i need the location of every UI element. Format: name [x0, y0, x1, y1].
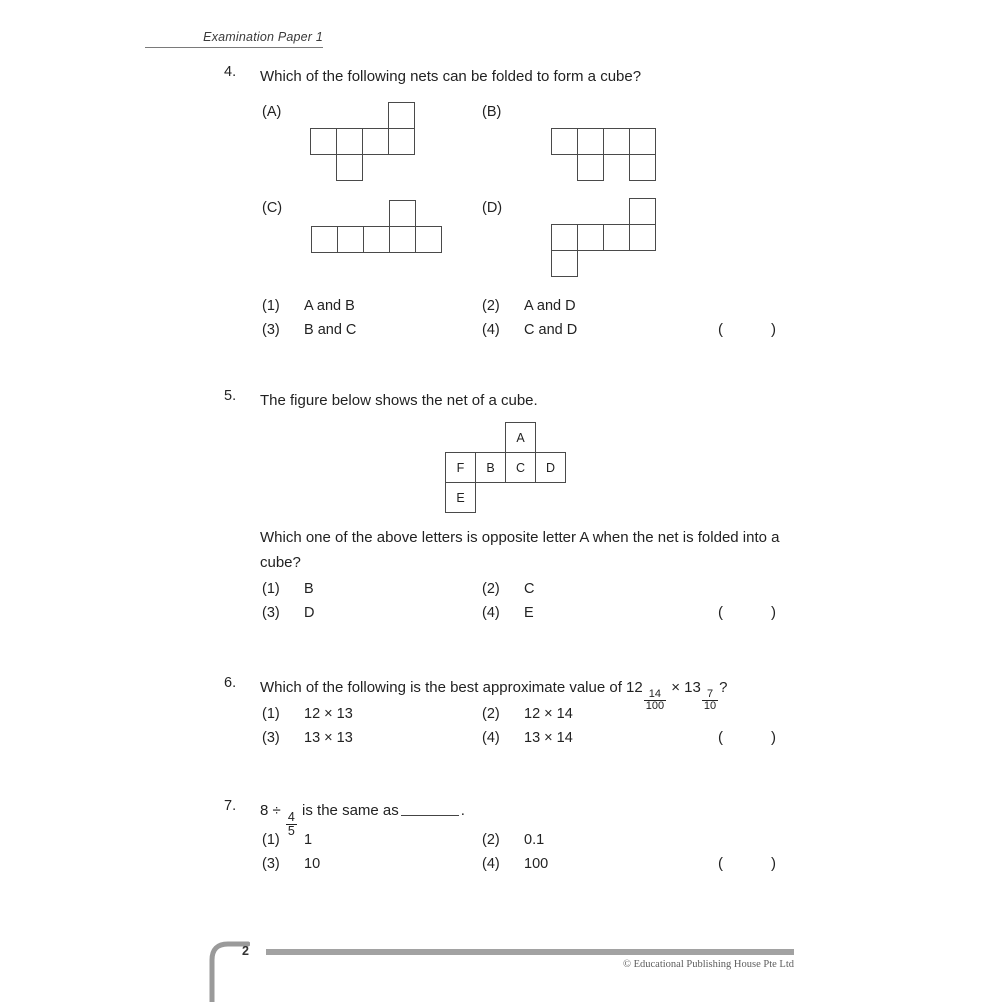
- question-4-stem: Which of the following nets can be folded to form a cube?: [260, 68, 642, 85]
- question-6-option-4[interactable]: [482, 730, 573, 746]
- question-6-answer-bracket[interactable]: [718, 729, 776, 746]
- question-5-option-1[interactable]: [262, 581, 314, 597]
- question-7-option-3[interactable]: [262, 856, 320, 872]
- net-c-cell-row-1: [311, 226, 338, 253]
- question-6-option-4-text: 13 × 14: [524, 730, 573, 746]
- question-6-option-2[interactable]: [482, 706, 573, 722]
- question-5-answer-bracket[interactable]: [718, 604, 776, 621]
- bracket-close: ): [771, 729, 776, 746]
- question-5-number: 5.: [224, 388, 237, 404]
- net-a-cell-mid-2: [336, 128, 363, 155]
- question-4-answer-bracket[interactable]: [718, 321, 776, 338]
- question-5-option-3-text: D: [304, 605, 315, 621]
- question-7-stem-mid: is the same as: [302, 802, 399, 819]
- page-number: 2: [242, 944, 249, 958]
- question-6-stem-mid: × 13: [671, 679, 701, 696]
- header-rule: [145, 47, 323, 48]
- question-6-fraction-2: [702, 689, 718, 713]
- question-7-option-2[interactable]: [482, 832, 544, 848]
- bracket-close: ): [771, 855, 776, 872]
- question-6-option-2-label: (2): [482, 706, 500, 722]
- net-cell-a: [505, 422, 536, 453]
- net-cell-e: [445, 482, 476, 513]
- net-d-cell-mid-3: [603, 224, 630, 251]
- question-7-stem-post: .: [460, 802, 465, 819]
- footer-bar: [266, 949, 794, 955]
- question-6-option-2-text: 12 × 14: [524, 706, 573, 722]
- question-6-option-1-label: (1): [262, 706, 280, 722]
- question-4-option-1-text: A and B: [304, 298, 355, 314]
- question-5-option-3-label: (3): [262, 605, 280, 621]
- header-title: Examination Paper 1: [203, 30, 323, 44]
- question-6-option-3-label: (3): [262, 730, 280, 746]
- answer-blank-line[interactable]: [401, 815, 459, 816]
- fraction-denominator: 10: [703, 700, 717, 713]
- fraction-numerator: 14: [648, 687, 662, 700]
- footer-credit: © Educational Publishing House Pte Ltd: [622, 959, 794, 970]
- question-4-option-2-label: (2): [482, 298, 500, 314]
- fraction-numerator: 7: [706, 687, 714, 700]
- question-5-option-4[interactable]: [482, 605, 534, 621]
- question-7-option-4[interactable]: [482, 856, 548, 872]
- net-a-cell-mid-3: [362, 128, 389, 155]
- question-4-option-3-label: (3): [262, 322, 280, 338]
- net-label-d: (D): [482, 200, 503, 216]
- question-6-fraction-1: [644, 689, 666, 713]
- net-cell-c: [505, 452, 536, 483]
- question-5-option-3[interactable]: [262, 605, 314, 621]
- question-4-option-4-text: C and D: [524, 322, 578, 338]
- question-4-option-2-text: A and D: [524, 298, 576, 314]
- question-5-option-4-label: (4): [482, 605, 500, 621]
- net-cell-f: [445, 452, 476, 483]
- net-cell-a-letter: A: [516, 430, 525, 445]
- question-6-option-1[interactable]: [262, 706, 353, 722]
- net-d-cell-bottom: [551, 250, 578, 277]
- question-5-stem-2: Which one of the above letters is opposite letter A when the net is folded into a cube?: [260, 529, 780, 571]
- question-6-stem-post: ?: [719, 679, 728, 696]
- question-5-option-2-label: (2): [482, 581, 500, 597]
- question-5-option-2[interactable]: [482, 581, 534, 597]
- question-7-option-3-text: 10: [304, 856, 321, 872]
- question-7-option-1[interactable]: [262, 832, 312, 848]
- question-4-option-2[interactable]: [482, 298, 576, 314]
- question-7-option-2-text: 0.1: [524, 832, 545, 848]
- net-cell-e-letter: E: [456, 490, 465, 505]
- net-a-cell-mid-4: [388, 128, 415, 155]
- net-c-cell-top: [389, 200, 416, 227]
- net-d-cell-top: [629, 198, 656, 225]
- bracket-open: (: [718, 321, 723, 338]
- net-b-cell-bottom-1: [577, 154, 604, 181]
- question-5-option-4-text: E: [524, 605, 534, 621]
- fraction-denominator: 5: [287, 824, 295, 839]
- net-b-cell-top-4: [629, 128, 656, 155]
- question-6-option-4-label: (4): [482, 730, 500, 746]
- question-7-option-4-label: (4): [482, 856, 500, 872]
- question-7-option-2-label: (2): [482, 832, 500, 848]
- question-6-option-3[interactable]: [262, 730, 353, 746]
- net-b-cell-top-2: [577, 128, 604, 155]
- net-d-cell-mid-1: [551, 224, 578, 251]
- question-5-option-2-text: C: [524, 581, 535, 597]
- net-cell-c-letter: C: [515, 460, 526, 475]
- question-5-option-1-text: B: [304, 581, 314, 597]
- question-7-option-1-label: (1): [262, 832, 280, 848]
- net-label-c: (C): [262, 200, 283, 216]
- net-label-a: (A): [262, 104, 282, 120]
- question-7-stem-pre: 8 ÷: [260, 802, 281, 819]
- question-4-option-1[interactable]: [262, 298, 355, 314]
- question-7-option-1-text: 1: [304, 832, 313, 848]
- question-5-option-1-label: (1): [262, 581, 280, 597]
- question-7-number: 7.: [224, 798, 237, 814]
- bracket-close: ): [771, 604, 776, 621]
- bracket-close: ): [771, 321, 776, 338]
- net-a-cell-bottom: [336, 154, 363, 181]
- net-b-cell-bottom-2: [629, 154, 656, 181]
- page-header: [145, 30, 325, 48]
- question-4-option-3-text: B and C: [304, 322, 357, 338]
- net-label-b: (B): [482, 104, 502, 120]
- question-7-answer-bracket[interactable]: [718, 855, 776, 872]
- net-a-cell-top: [388, 102, 415, 129]
- question-4-number: 4.: [224, 64, 237, 80]
- net-d-cell-mid-4: [629, 224, 656, 251]
- net-c-cell-row-5: [415, 226, 442, 253]
- bracket-open: (: [718, 855, 723, 872]
- question-6-number: 6.: [224, 675, 237, 691]
- net-c-cell-row-2: [337, 226, 364, 253]
- net-a-cell-mid-1: [310, 128, 337, 155]
- question-4-option-4-label: (4): [482, 322, 500, 338]
- net-cell-d-letter: D: [545, 460, 556, 475]
- question-6-option-3-text: 13 × 13: [304, 730, 353, 746]
- net-d-cell-mid-2: [577, 224, 604, 251]
- net-c-cell-row-4: [389, 226, 416, 253]
- net-b-cell-top-3: [603, 128, 630, 155]
- net-cell-b: [475, 452, 506, 483]
- question-4-option-3[interactable]: [262, 322, 356, 338]
- bracket-open: (: [718, 729, 723, 746]
- question-4-option-4[interactable]: [482, 322, 577, 338]
- fraction-denominator: 100: [645, 700, 665, 713]
- question-6-option-1-text: 12 × 13: [304, 706, 353, 722]
- question-7-option-4-text: 100: [524, 856, 549, 872]
- net-cell-d: [535, 452, 566, 483]
- net-b-cell-top-1: [551, 128, 578, 155]
- question-4-option-1-label: (1): [262, 298, 280, 314]
- net-c-cell-row-3: [363, 226, 390, 253]
- bracket-open: (: [718, 604, 723, 621]
- question-6-stem-pre: Which of the following is the best approximate value of 12: [260, 679, 643, 696]
- question-5-stem: The figure below shows the net of a cube.: [260, 392, 538, 409]
- net-cell-b-letter: B: [486, 460, 495, 475]
- fraction-numerator: 4: [287, 810, 295, 825]
- net-cell-f-letter: F: [456, 460, 465, 475]
- question-7-option-3-label: (3): [262, 856, 280, 872]
